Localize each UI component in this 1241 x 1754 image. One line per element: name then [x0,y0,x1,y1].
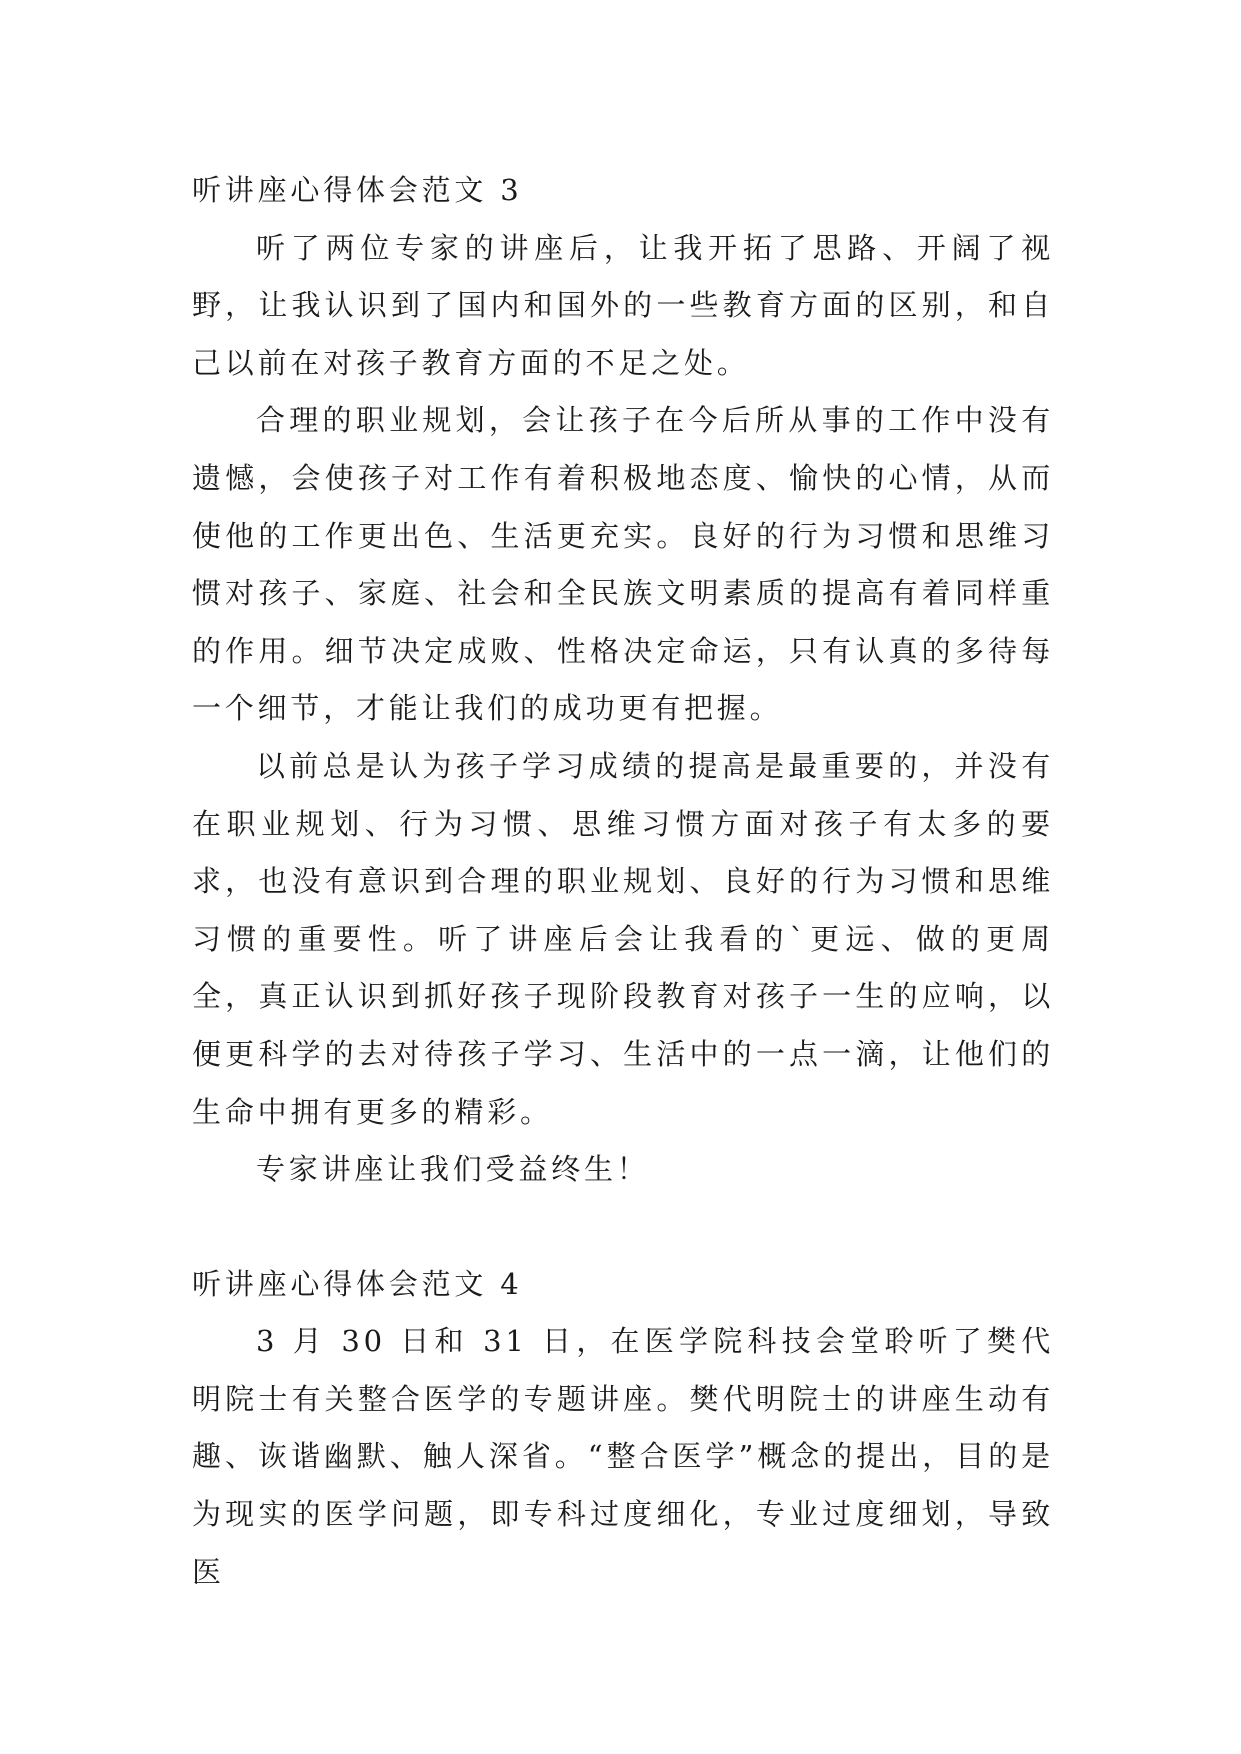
document-body [192,162,1054,1601]
section-title: 听讲座心得体会范文 3 [192,173,523,207]
paragraph: 3 月 30 日和 31 日，在医学院科技会堂聆听了樊代明院士有关整合医学的专题讲座。樊代明院士的讲座生动有趣、诙谐幽默、触人深省。“整合医学”概念的提出，目的是为现实的医学问题，即专科过度细化，专业过度细划，导致医 [192,1324,1054,1589]
section-title: 听讲座心得体会范文 4 [192,1266,523,1301]
section-3 [192,162,1054,1199]
paragraph: 听了两位专家的讲座后，让我开拓了思路、开阔了视野，让我认识到了国内和国外的一些教育方面的区别，和自己以前在对孩子教育方面的不足之处。 [192,230,1054,380]
paragraph: 以前总是认为孩子学习成绩的提高是最重要的，并没有在职业规划、行为习惯、思维习惯方面对孩子有太多的要求，也没有意识到合理的职业规划、良好的行为习惯和思维习惯的重要性。听了讲座后会让我看的`更远、做的更周全，真正认识到抓好孩子现阶段教育对孩子一生的应响，以便更科学的去对待孩子学习、生活中的一点一滴，让他们的生命中拥有更多的精彩。 [192,748,1054,1129]
section-4 [192,1256,1054,1602]
paragraph: 专家讲座让我们受益终生！ [256,1152,650,1187]
paragraph: 合理的职业规划，会让孩子在今后所从事的工作中没有遗憾，会使孩子对工作有着积极地态度、愉快的心情，从而使他的工作更出色、生活更充实。良好的行为习惯和思维习惯对孩子、家庭、社会和全民族文明素质的提高有着同样重的作用。细节决定成败、性格决定命运，只有认真的多待每一个细节，才能让我们的成功更有把握。 [192,403,1054,726]
